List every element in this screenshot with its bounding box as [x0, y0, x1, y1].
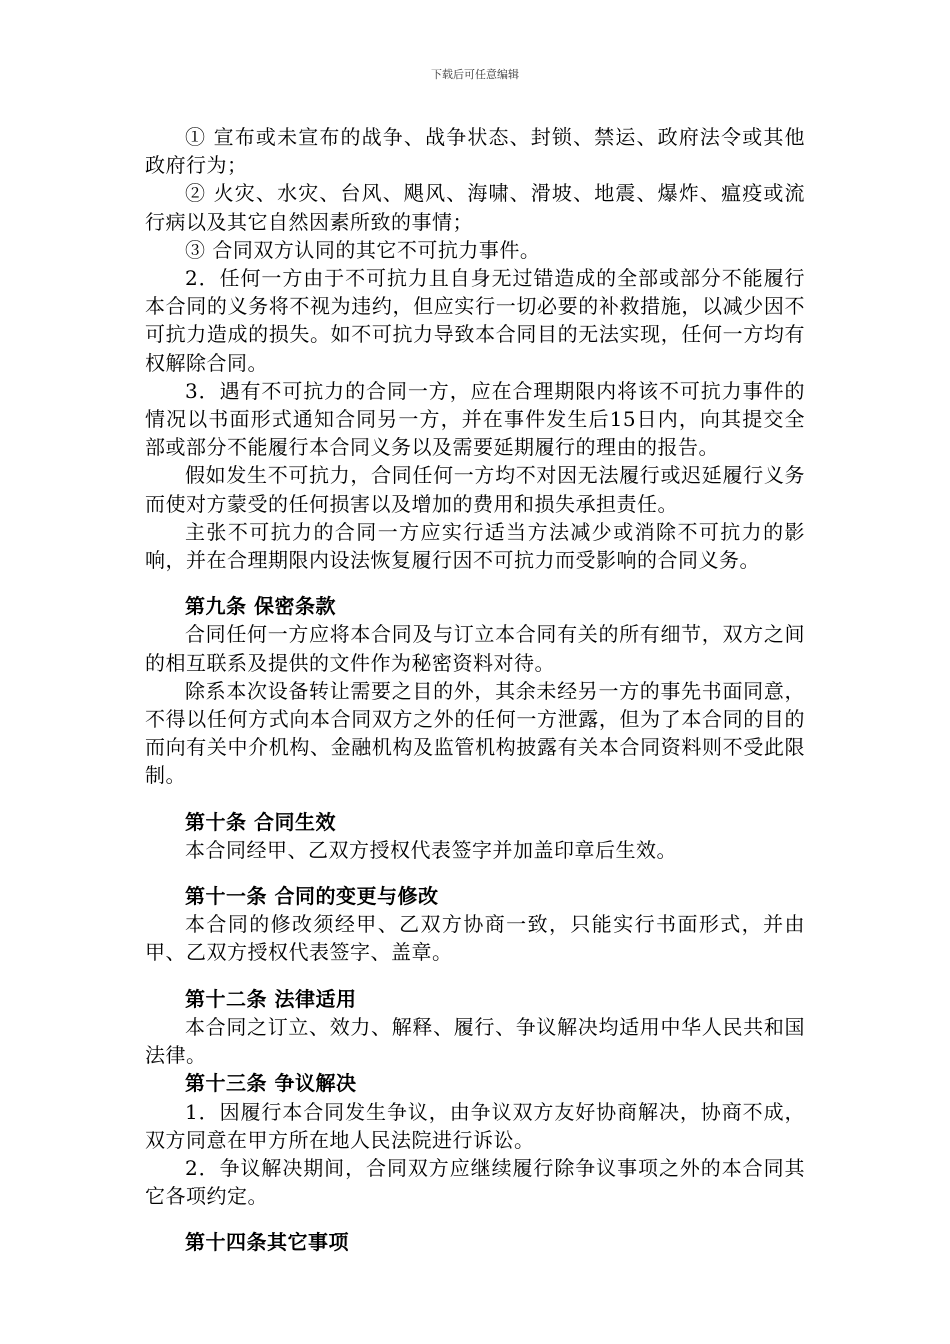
heading-article-13: 第十三条 争议解决 — [185, 1071, 357, 1096]
paragraph-governing-law: 本合同之订立、效力、解释、履行、争议解决均适用中华人民共和国法律。 — [145, 1014, 805, 1068]
heading-article-11: 第十一条 合同的变更与修改 — [185, 884, 439, 909]
paragraph-force-majeure-item-3: ③ 合同双方认同的其它不可抗力事件。 — [185, 237, 541, 262]
paragraph-dispute-2: 2．争议解决期间，合同双方应继续履行除争议事项之外的本合同其它各项约定。 — [145, 1155, 805, 1209]
heading-article-12: 第十二条 法律适用 — [185, 986, 357, 1011]
paragraph-force-majeure-item-2: ② 火灾、水灾、台风、飓风、海啸、滑坡、地震、爆炸、瘟疫或流行病以及其它自然因素所致的事情； — [145, 181, 805, 234]
heading-article-9: 第九条 保密条款 — [185, 594, 336, 619]
page-header: 下载后可任意编辑 — [431, 68, 519, 81]
document-body — [145, 123, 805, 1257]
paragraph-confidential-1: 合同任何一方应将本合同及与订立本合同有关的所有细节，双方之间的相互联系及提供的文件作为秘密资料对待。 — [145, 622, 805, 675]
paragraph-liability: 假如发生不可抗力，合同任何一方均不对因无法履行或迟延履行义务而使对方蒙受的任何损害以及增加的费用和损失承担责任。 — [145, 463, 805, 516]
paragraph-amendment: 本合同的修改须经甲、乙双方协商一致，只能实行书面形式，并由甲、乙双方授权代表签字、盖章。 — [145, 912, 805, 965]
paragraph-force-majeure-item-1: ① 宣布或未宣布的战争、战争状态、封锁、禁运、政府法令或其他政府行为； — [145, 125, 805, 178]
paragraph-clause-3: 3．遇有不可抗力的合同一方，应在合理期限内将该不可抗力事件的情况以书面形式通知合同另一方，并在事件发生后15日内，向其提交全部或部分不能履行本合同义务以及需要延期履行的理由的报告。 — [145, 378, 805, 460]
heading-article-14: 第十四条其它事项 — [185, 1230, 349, 1255]
paragraph-effective: 本合同经甲、乙双方授权代表签字并加盖印章后生效。 — [185, 837, 677, 862]
paragraph-mitigation: 主张不可抗力的合同一方应实行适当方法减少或消除不可抗力的影响，并在合理期限内设法恢复履行因不可抗力而受影响的合同义务。 — [145, 519, 805, 573]
paragraph-dispute-1: 1．因履行本合同发生争议，由争议双方友好协商解决，协商不成，双方同意在甲方所在地人民法院进行诉讼。 — [145, 1099, 805, 1152]
paragraph-confidential-2: 除系本次设备转让需要之目的外，其余未经另一方的事先书面同意，不得以任何方式向本合同双方之外的任何一方泄露，但为了本合同的目的而向有关中介机构、金融机构及监管机构披露有关本合同资料则不受此限制。 — [145, 678, 805, 788]
heading-article-10: 第十条 合同生效 — [185, 809, 336, 834]
paragraph-clause-2: 2．任何一方由于不可抗力且自身无过错造成的全部或部分不能履行本合同的义务将不视为违约，但应实行一切必要的补救措施，以减少因不可抗力造成的损失。如不可抗力导致本合同目的无法实现，任何一方均有权解除合同。 — [145, 266, 805, 375]
